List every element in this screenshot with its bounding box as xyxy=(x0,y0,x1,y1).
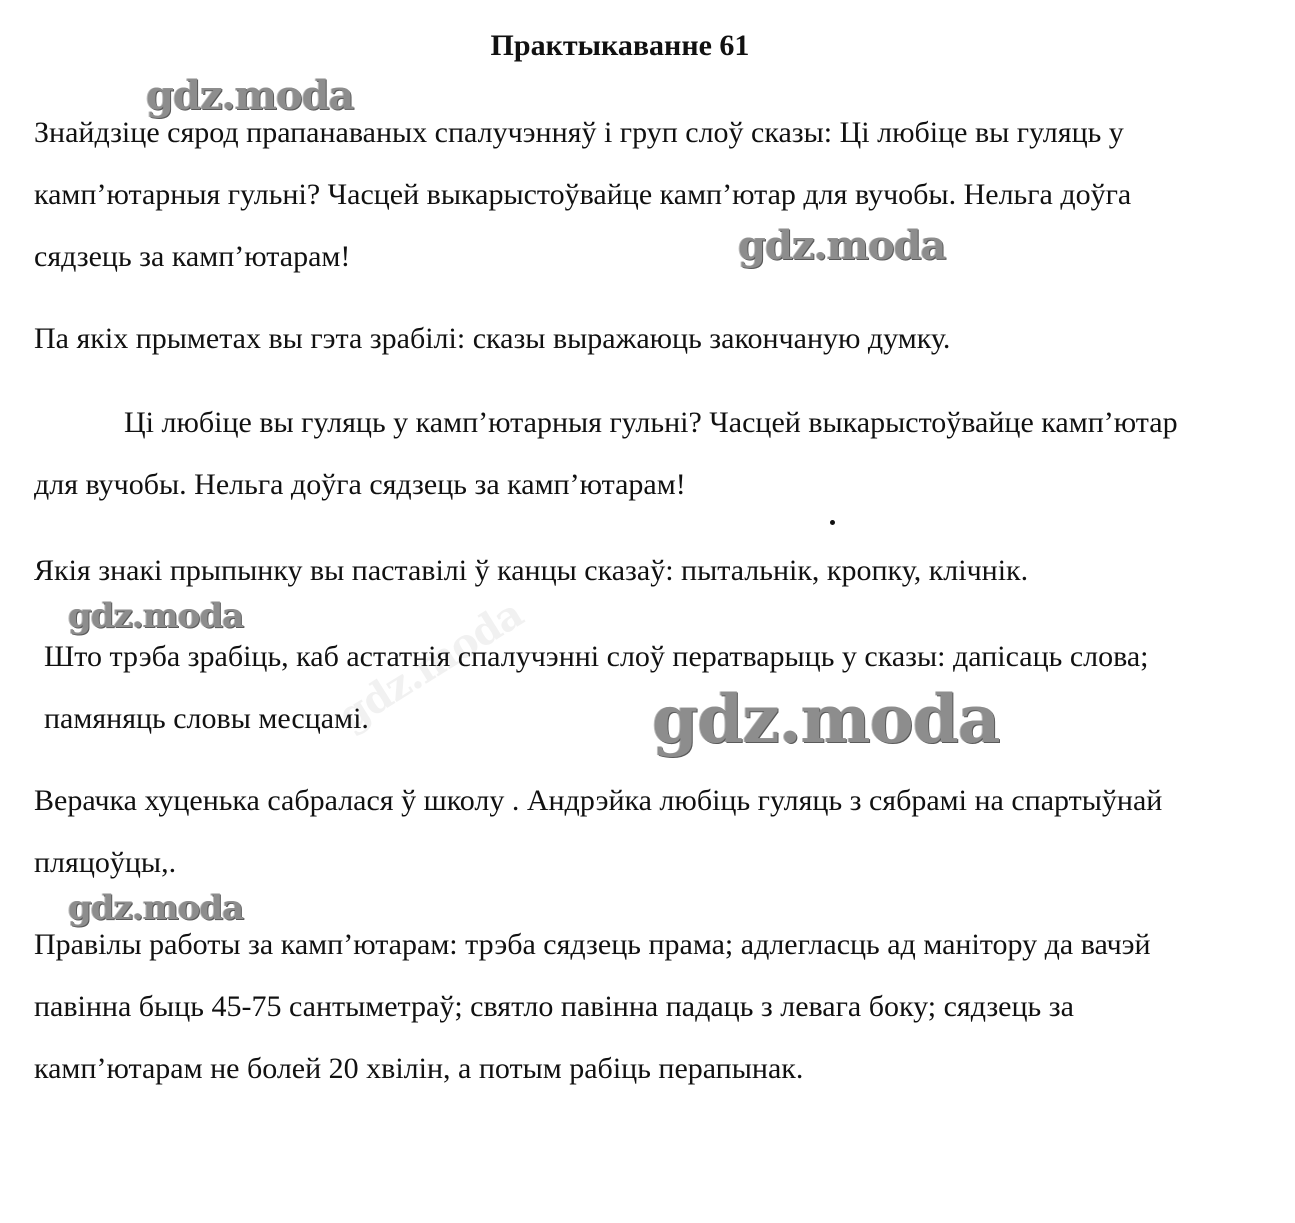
watermark-logo: gdz.moda xyxy=(68,888,244,928)
transform-paragraph: Што трэба зрабіць, каб астатнія спалучэнні слоў ператварыць у сказы: дапісаць слова; памяняць словы месцамі. xyxy=(44,640,1149,735)
task-paragraph: Знайдзіце сярод прапанаваных спалучэнняў і груп слоў сказы: Ці любіце вы гуляць у камп’ютарныя гульні? Часцей выкарыстоўвайце камп’ютар для вучобы. Нельга доўга сядзець за камп’ютарам! xyxy=(34,116,1132,273)
punctuation-paragraph: Якія знакі прыпынку вы паставілі ў канцы сказаў: пытальнік, кропку, клічнік. xyxy=(34,554,1029,587)
watermark-logo: gdz.moda xyxy=(652,680,1000,758)
watermark-logo: gdz.moda xyxy=(146,72,354,119)
page-title: Практыкаванне 61 xyxy=(490,29,750,62)
watermark-logo: gdz.moda xyxy=(738,222,946,269)
watermark-logo: gdz.moda xyxy=(68,596,244,636)
sentences-paragraph: Ці любіце вы гуляць у камп’ютарныя гульні? Часцей выкарыстоўвайце камп’ютар для вучобы. Нельга доўга сядзець за камп’ютарам! xyxy=(34,406,1178,501)
watermark-logo: gdz.moda xyxy=(330,590,531,740)
answer-paragraph: Па якіх прыметах вы гэта зрабілі: сказы выражаюць закончаную думку. xyxy=(34,322,951,355)
stray-dot xyxy=(830,520,835,525)
example-sentences-paragraph: Верачка хуценька сабралася ў школу . Андрэйка любіць гуляць з сябрамі на спартыўнай пляцоўцы,. xyxy=(34,784,1163,879)
rules-paragraph: Правілы работы за камп’ютарам: трэба сядзець прама; адлегласць ад манітору да вачэй павінна быць 45-75 сантыметраў; святло павінна падаць з левага боку; сядзець за камп’ютарам не болей 20 хвілін, а потым рабіць перапынак. xyxy=(34,928,1151,1085)
